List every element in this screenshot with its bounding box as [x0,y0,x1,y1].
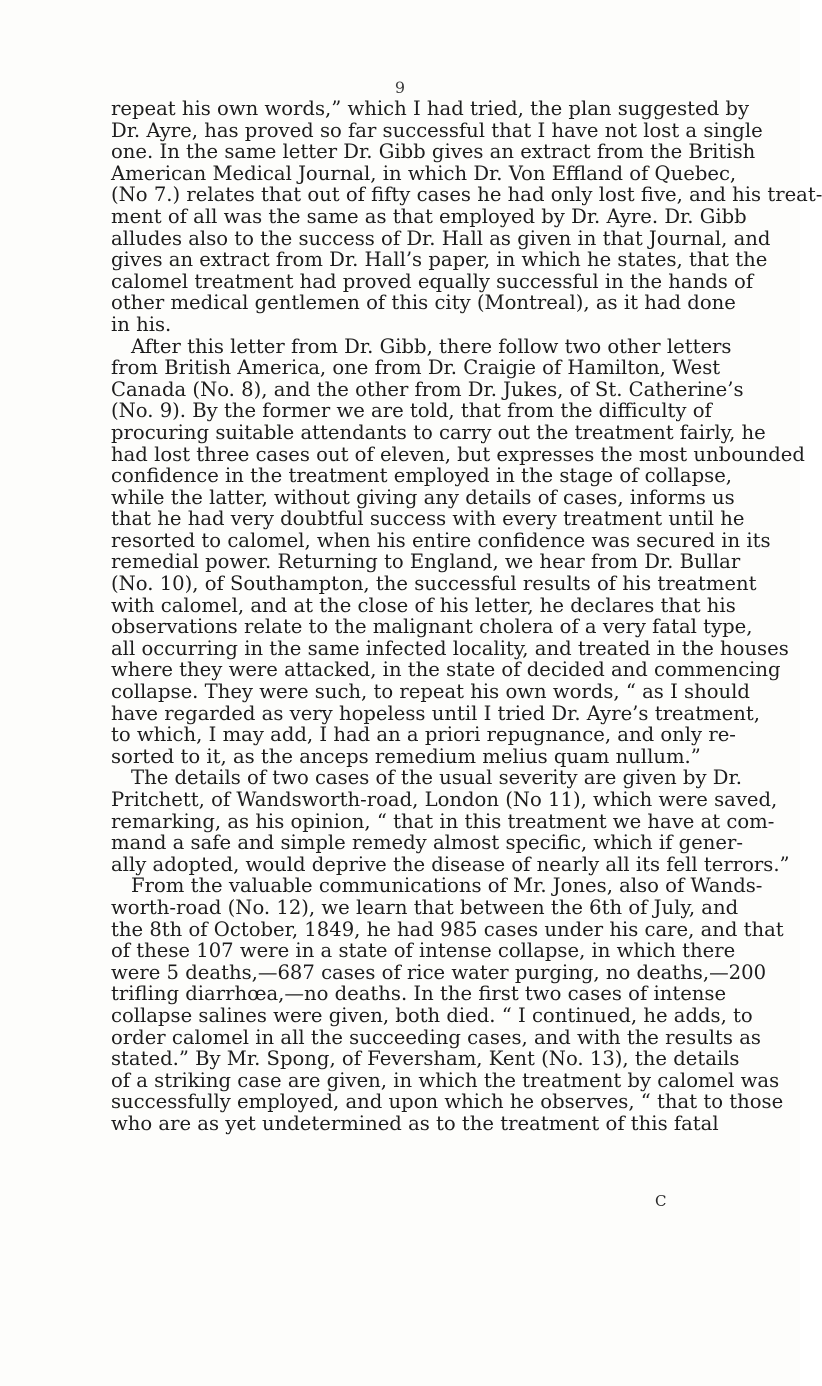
text-line: (No 7.) relates that out of fifty cases he had only lost five, and his treat- [111,183,822,207]
text-line: alludes also to the success of Dr. Hall as given in that Journal, and [111,226,771,250]
text-line: with calomel, and at the close of his letter, he declares that his [111,593,736,617]
text-line: order calomel in all the succeeding cases, and with the results as [111,1025,761,1049]
text-line: The details of two cases of the usual severity are given by Dr. [131,766,742,790]
text-line: sorted to it, as the anceps remedium melius quam nullum.” [111,744,701,768]
text-line: one. In the same letter Dr. Gibb gives an extract from the British [111,140,756,164]
text-line: had lost three cases out of eleven, but expresses the most unbounded [111,442,805,466]
text-line: confidence in the treatment employed in the stage of collapse, [111,464,733,488]
text-line: (No. 10), of Southampton, the successful results of his treatment [111,572,757,596]
text-line: After this letter from Dr. Gibb, there follow two other letters [131,334,732,358]
text-line: remedial power. Returning to England, we hear from Dr. Bullar [111,550,741,574]
text-line: while the latter, without giving any details of cases, informs us [111,485,735,509]
text-line: repeat his own words,” which I had tried, the plan suggested by [111,97,750,120]
text-line: resorted to calomel, when his entire confidence was secured in its [111,528,771,552]
text-line: Dr. Ayre, has proved so far successful that I have not lost a single [111,118,763,142]
signature-mark: C [655,1192,667,1210]
text-line: from British America, one from Dr. Craigie of Hamilton, West [111,356,721,380]
text-line: the 8th of October, 1849, he had 985 cases under his care, and that [111,917,784,941]
text-line: successfully employed, and upon which he observes, “ that to those [111,1090,784,1114]
text-line: were 5 deaths,—687 cases of rice water purging, no deaths,—200 [111,960,767,984]
text-line: collapse salines were given, both died. “ I continued, he adds, to [111,1003,753,1027]
text-line: mand a safe and simple remedy almost specific, which if gener- [111,831,743,855]
text-line: where they were attacked, in the state of decided and commencing [111,658,781,682]
text-line: other medical gentlemen of this city (Montreal), as it had done [111,291,736,315]
text-line: observations relate to the malignant cholera of a very fatal type, [111,615,753,639]
text-line: (No. 9). By the former we are told, that from the difficulty of [111,399,712,423]
body-text [111,97,822,1135]
text-line: procuring suitable attendants to carry out the treatment fairly, he [111,420,766,444]
text-line: who are as yet undetermined as to the treatment of this fatal [111,1111,719,1135]
text-line: Canada (No. 8), and the other from Dr. Jukes, of St. Catherine’s [111,377,744,401]
text-line: stated.” By Mr. Spong, of Feversham, Kent (No. 13), the details [111,1047,740,1071]
text-line: that he had very doubtful success with every treatment until he [111,507,745,531]
text-line: ment of all was the same as that employed by Dr. Ayre. Dr. Gibb [111,204,747,228]
text-line: all occurring in the same infected locality, and treated in the houses [111,636,789,660]
text-line: collapse. They were such, to repeat his own words, “ as I should [111,680,750,704]
text-line: American Medical Journal, in which Dr. Von Effland of Quebec, [111,161,737,185]
text-line: of these 107 were in a state of intense collapse, in which there [111,939,736,963]
text-line: remarking, as his opinion, “ that in this treatment we have at com- [111,809,775,833]
text-line: have regarded as very hopeless until I tried Dr. Ayre’s treatment, [111,701,760,725]
text-line: ally adopted, would deprive the disease of nearly all its fell terrors.” [111,852,790,876]
text-line: to which, I may add, I had an a priori repugnance, and only re- [111,723,736,747]
page-number: 9 [394,78,406,97]
text-line: trifling diarrhœa,—no deaths. In the first two cases of intense [111,982,727,1006]
text-line: of a striking case are given, in which the treatment by calomel was [111,1068,780,1092]
text-line: calomel treatment had proved equally successful in the hands of [111,269,754,293]
text-line: From the valuable communications of Mr. Jones, also of Wands- [131,874,763,898]
text-line: worth-road (No. 12), we learn that between the 6th of July, and [111,895,739,919]
text-line: in his. [111,312,172,336]
text-line: gives an extract from Dr. Hall’s paper, in which he states, that the [111,248,768,272]
text-line: Pritchett, of Wandsworth-road, London (No 11), which were saved, [111,788,778,811]
